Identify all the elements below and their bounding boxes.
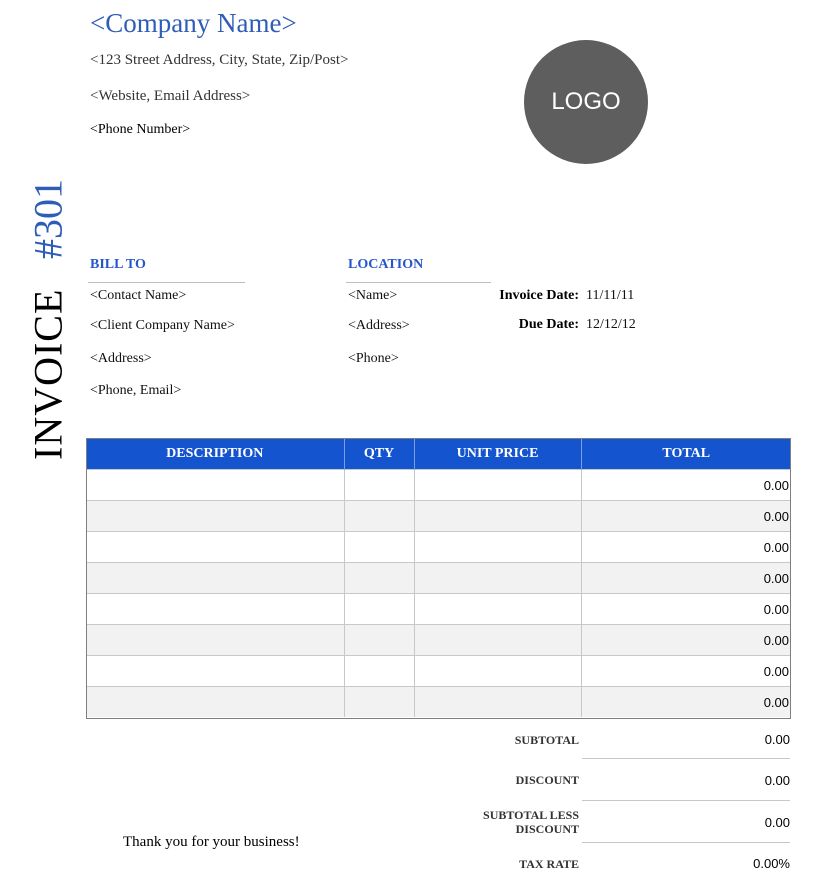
bill-to-address: <Address> [90,351,152,366]
company-address: <123 Street Address, City, State, Zip/Post> [90,52,349,68]
cell-description[interactable] [86,532,344,563]
invoice-title-word: INVOICE [25,288,71,460]
cell-qty[interactable] [344,532,414,563]
cell-unit-price[interactable] [414,532,581,563]
summary-rule [582,842,790,843]
location-rule [346,282,491,283]
cell-unit-price[interactable] [414,625,581,656]
subtotal-less-label-line-2: DISCOUNT [515,822,579,836]
col-header-total: TOTAL [581,438,791,470]
invoice-date-label: Invoice Date: [499,288,579,303]
table-row [86,656,791,687]
col-header-description: DESCRIPTION [86,438,344,470]
bill-to-phone-email: <Phone, Email> [90,383,182,398]
location-phone: <Phone> [348,351,399,366]
table-row [86,625,791,656]
invoice-date-value: 11/11/11 [586,288,635,303]
cell-qty[interactable] [344,687,414,718]
invoice-title [25,160,71,460]
bill-to-contact: <Contact Name> [90,288,187,303]
subtotal-less-label-line-1: SUBTOTAL LESS [483,808,579,822]
summary-rule [582,758,790,759]
table-row [86,470,791,501]
cell-unit-price[interactable] [414,656,581,687]
due-date-value: 12/12/12 [586,317,636,332]
cell-description[interactable] [86,563,344,594]
cell-description[interactable] [86,501,344,532]
cell-qty[interactable] [344,501,414,532]
cell-qty[interactable] [344,656,414,687]
company-name: <Company Name> [90,8,297,38]
table-row [86,594,791,625]
table-row [86,532,791,563]
line-items-table [86,438,791,717]
cell-description[interactable] [86,687,344,718]
cell-qty[interactable] [344,594,414,625]
summary-rule [582,800,790,801]
cell-unit-price[interactable] [414,470,581,501]
cell-description[interactable] [86,594,344,625]
subtotal-value: 0.00 [764,732,790,747]
invoice-number: #301 [25,178,71,259]
bill-to-rule [88,282,245,283]
cell-qty[interactable] [344,470,414,501]
bill-to-heading: BILL TO [90,257,146,272]
cell-unit-price[interactable] [414,563,581,594]
company-phone: <Phone Number> [90,122,191,137]
cell-total: 0.00 [581,656,791,687]
location-heading: LOCATION [348,257,424,272]
cell-unit-price[interactable] [414,501,581,532]
cell-total: 0.00 [581,594,791,625]
company-logo: LOGO [524,40,648,164]
subtotal-label: SUBTOTAL [514,733,579,747]
table-header-row [86,438,791,470]
cell-total: 0.00 [581,470,791,501]
cell-qty[interactable] [344,563,414,594]
cell-description[interactable] [86,470,344,501]
cell-total: 0.00 [581,687,791,718]
tax-rate-label: TAX RATE [519,857,579,871]
cell-total: 0.00 [581,501,791,532]
company-web-email: <Website, Email Address> [90,88,251,104]
cell-description[interactable] [86,656,344,687]
cell-qty[interactable] [344,625,414,656]
location-name: <Name> [348,288,398,303]
due-date-label: Due Date: [518,317,579,332]
table-row [86,687,791,718]
cell-unit-price[interactable] [414,687,581,718]
subtotal-less-value: 0.00 [764,815,790,830]
table-row [86,501,791,532]
thank-you-note: Thank you for your business! [123,834,300,850]
discount-label: DISCOUNT [515,773,579,787]
tax-rate-value: 0.00% [753,856,790,871]
cell-total: 0.00 [581,532,791,563]
location-address: <Address> [348,318,410,333]
cell-unit-price[interactable] [414,594,581,625]
col-header-qty: QTY [344,438,414,470]
discount-value: 0.00 [764,773,790,788]
cell-total: 0.00 [581,563,791,594]
col-header-unit-price: UNIT PRICE [414,438,581,470]
cell-total: 0.00 [581,625,791,656]
bill-to-company: <Client Company Name> [90,318,235,333]
cell-description[interactable] [86,625,344,656]
table-row [86,563,791,594]
